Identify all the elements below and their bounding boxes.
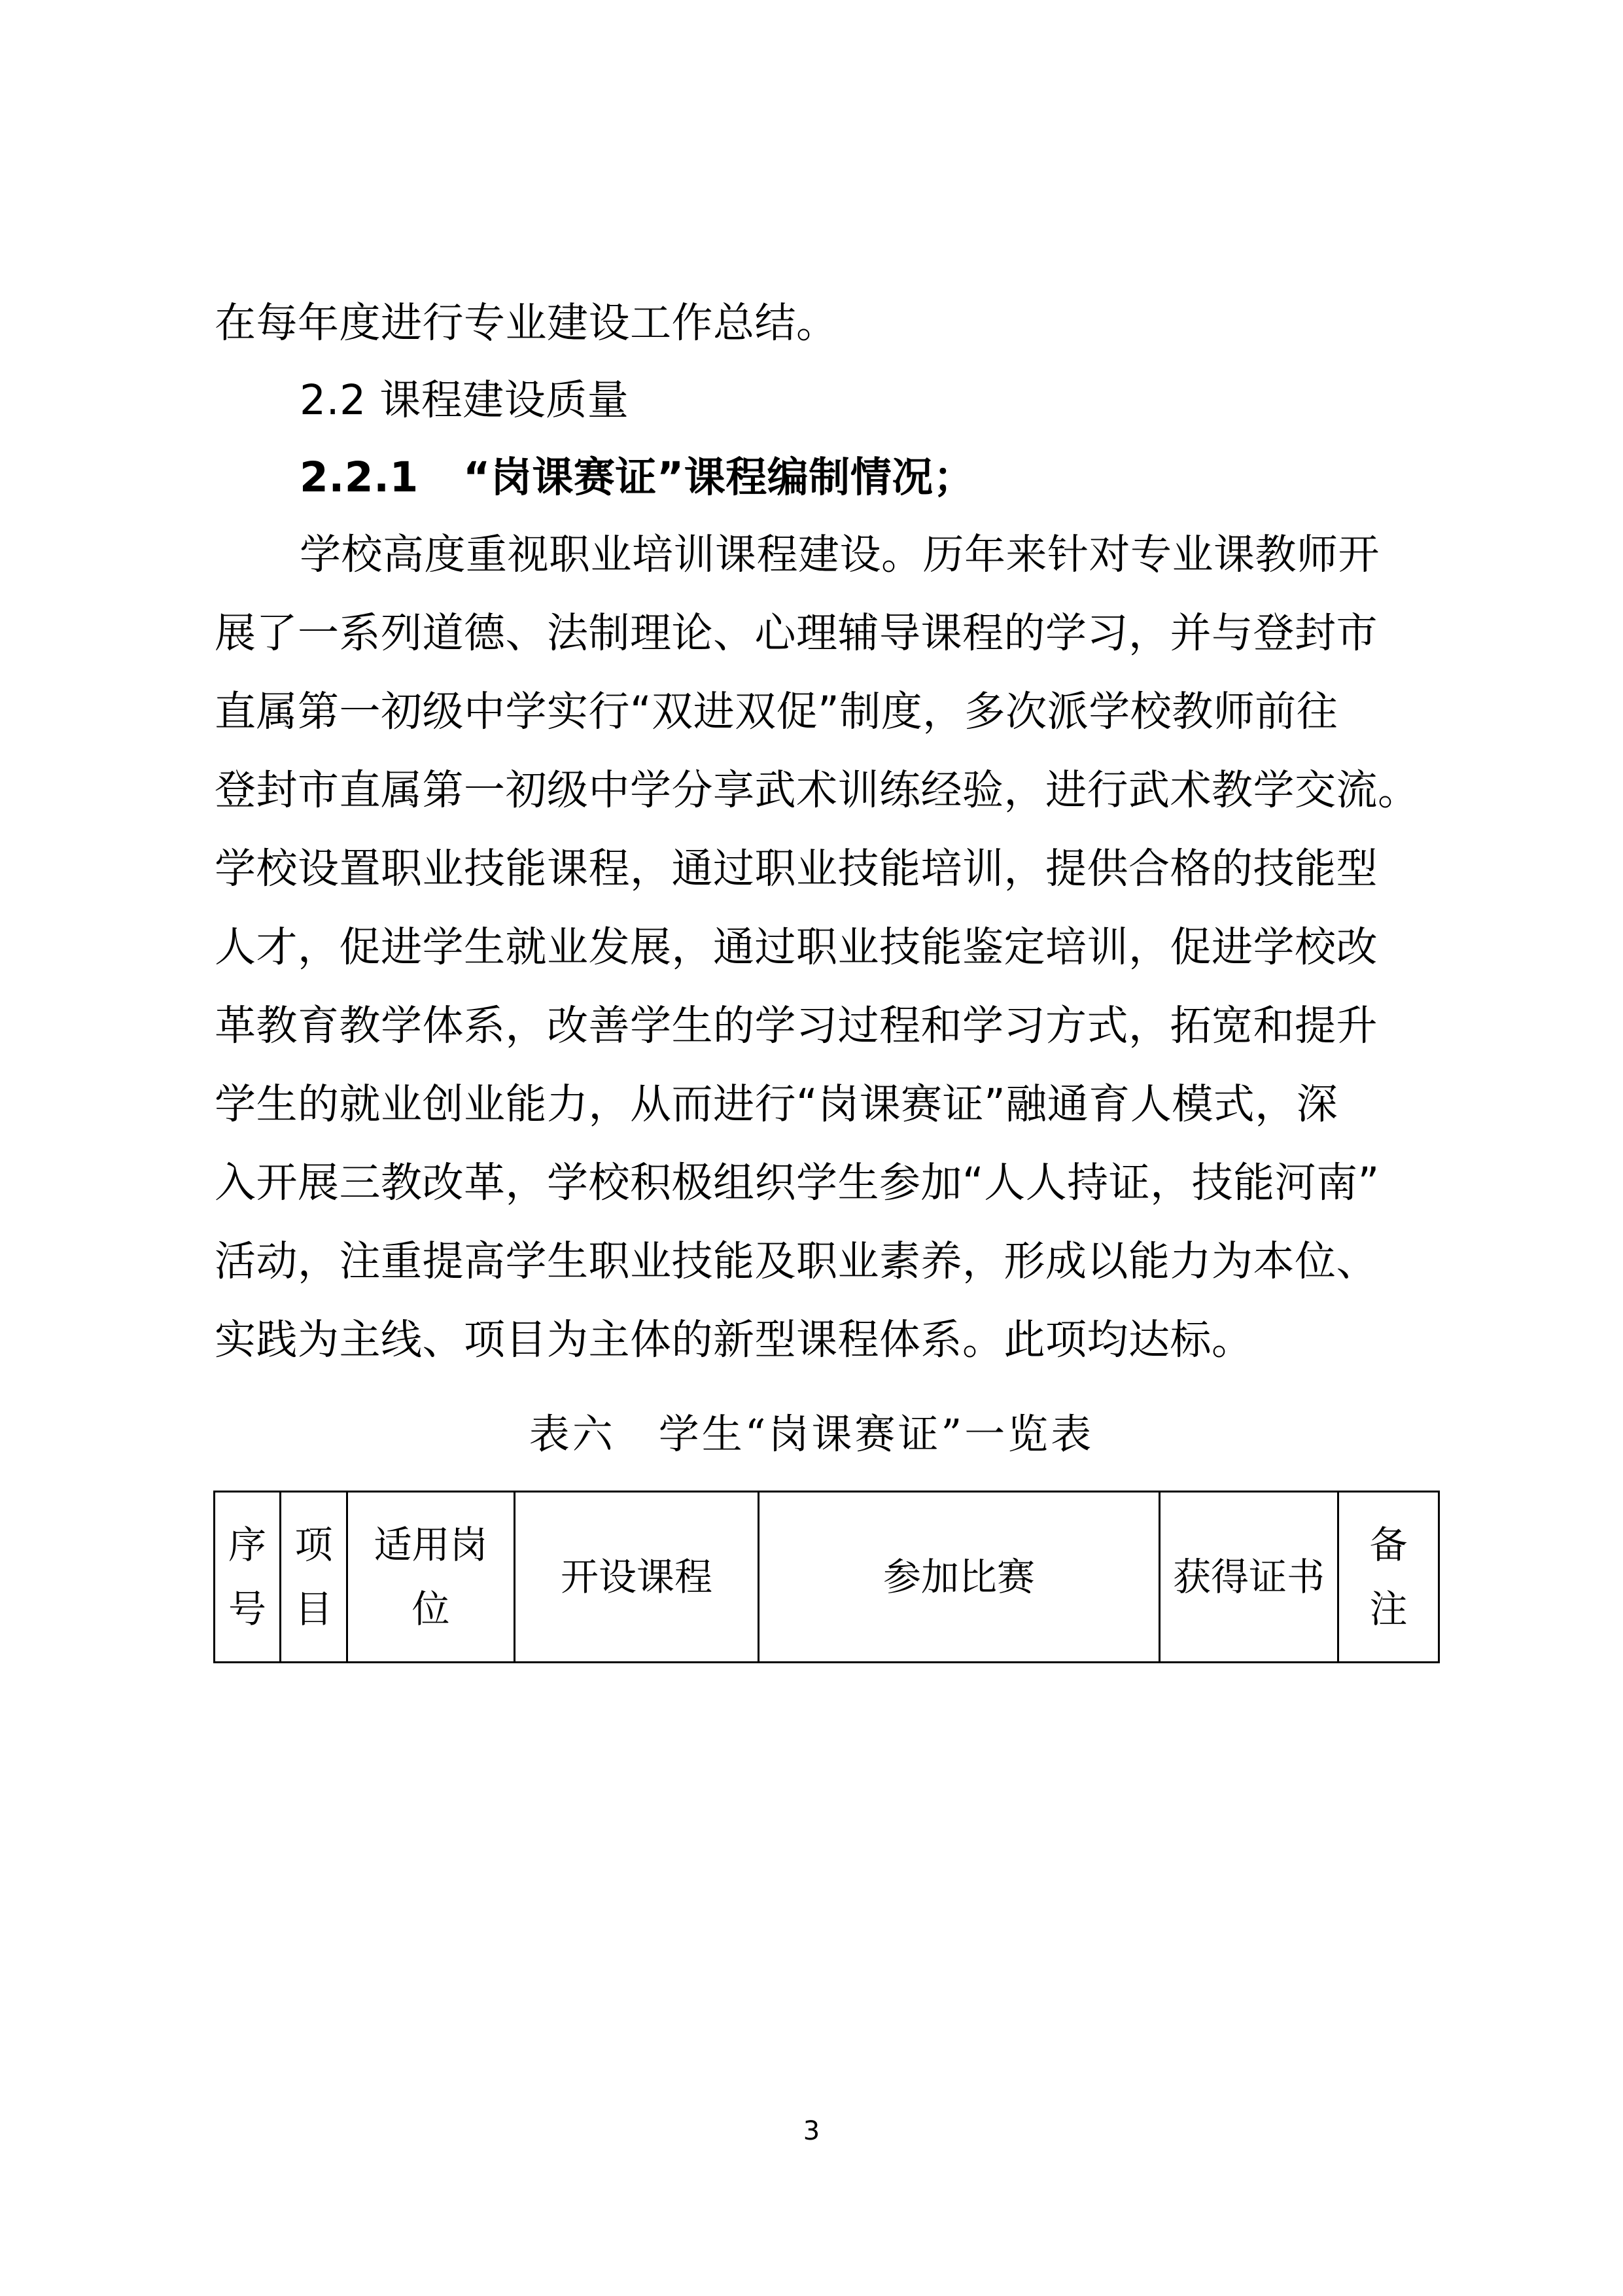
paragraph-line: 学校设置职业技能课程，通过职业技能培训，提供合格的技能型 (215, 845, 1378, 892)
section-heading-2-2-1 (300, 451, 975, 504)
paragraph-line: 登封市直属第一初级中学分享武术训练经验，进行武术教学交流。 (215, 766, 1420, 814)
header-cell-certificate: 获得证书 (1160, 1492, 1338, 1663)
header-cell-remarks: 备 注 (1338, 1492, 1439, 1663)
paragraph-line: 直属第一初级中学实行“双进双促”制度，多次派学校教师前往 (215, 688, 1338, 735)
table-header-row (215, 1492, 1439, 1663)
header-cell-position: 适用岗 位 (347, 1492, 515, 1663)
header-cell-item: 项 目 (281, 1492, 347, 1663)
paragraph-line: 人才，促进学生就业发展，通过职业技能鉴定培训，促进学校改 (215, 923, 1378, 971)
paragraph-line: 展了一系列道德、法制理论、心理辅导课程的学习，并与登封市 (215, 609, 1378, 657)
paragraph-line: 学生的就业创业能力，从而进行“岗课赛证”融通育人模式，深 (215, 1080, 1338, 1128)
paragraph-line: 入开展三教改革，学校积极组织学生参加“人人持证，技能河南” (215, 1159, 1380, 1207)
section-title: “岗课赛证”课程编制情况； (463, 453, 975, 501)
paragraph-line: 活动，注重提高学生职业技能及职业素养，形成以能力为本位、 (215, 1237, 1378, 1285)
header-cell-competition: 参加比赛 (759, 1492, 1160, 1663)
section-number: 2.2.1 (300, 453, 419, 501)
header-cell-index: 序 号 (215, 1492, 281, 1663)
paragraph-line: 学校高度重视职业培训课程建设。历年来针对专业课教师开 (300, 531, 1380, 578)
page-number: 3 (803, 2116, 820, 2146)
paragraph-line: 革教育教学体系，改善学生的学习过程和学习方式，拓宽和提升 (215, 1002, 1378, 1050)
header-cell-course: 开设课程 (515, 1492, 759, 1663)
section-heading-2-2: 2.2 课程建设质量 (300, 376, 629, 424)
carry-over-line: 在每年度进行专业建设工作总结。 (215, 299, 838, 347)
table-caption: 表六 学生“岗课赛证”一览表 (529, 1410, 1094, 1458)
paragraph-line: 实践为主线、项目为主体的新型课程体系。此项均达标。 (215, 1316, 1253, 1364)
student-certificate-table (213, 1491, 1440, 1663)
